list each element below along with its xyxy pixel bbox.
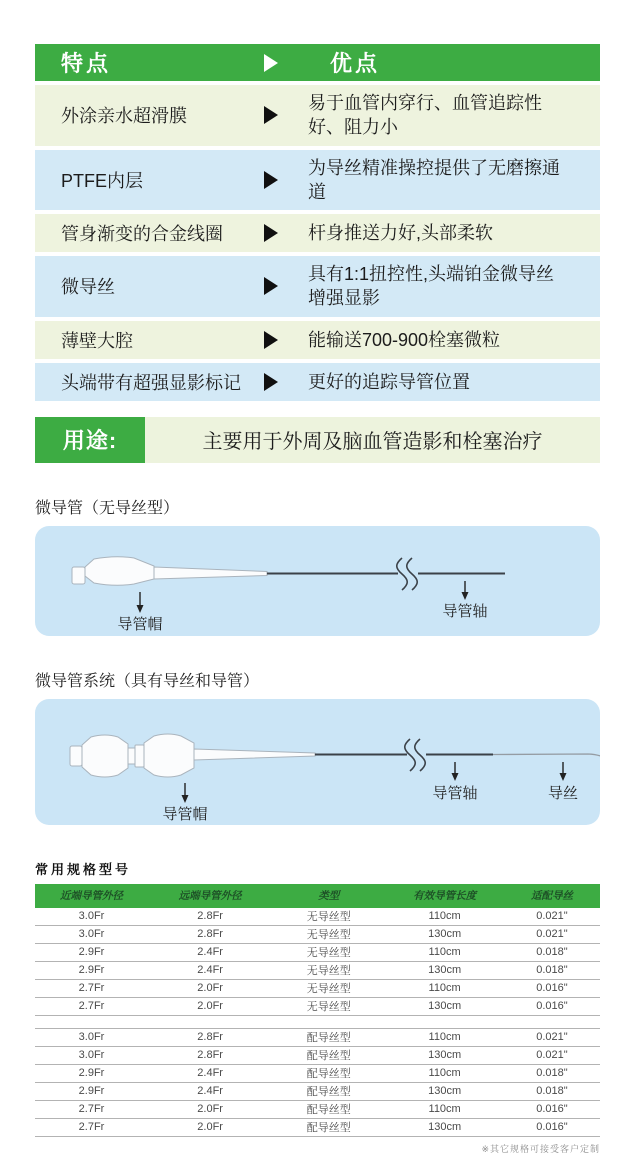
feature-text: 微导丝 [61,277,115,298]
spec-cell: 2.4Fr [197,946,223,959]
guidewire-line [493,754,600,765]
cap-label: 导管帽 [162,805,208,823]
advantage-text: 为导丝精准操控提供了无磨擦通道 [308,157,560,202]
feature-row [35,363,600,401]
spec-cell: 0.021" [536,1031,568,1044]
spec-row [35,1047,600,1065]
shaft-pointer [442,581,487,620]
break-mark-icon [415,739,426,771]
spec-row [35,1065,600,1083]
arrow-right-icon [264,171,278,189]
specs-table [35,884,600,1155]
feature-text: 外涂亲水超滑膜 [61,106,187,127]
spec-cell: 0.018" [536,1067,568,1080]
spec-cell: 无导丝型 [306,929,351,942]
spec-row [35,926,600,944]
feature-text: 管身渐变的合金线圈 [61,224,223,245]
spec-cell: 0.018" [536,946,568,959]
feature-row [35,214,600,252]
spec-cell: 130cm [428,964,462,977]
spec-cell: 配导丝型 [306,1086,351,1099]
spec-cell: 2.9Fr [78,964,105,977]
spec-cell: 110cm [428,1031,461,1044]
features-header [35,44,600,81]
usage-label: 用途: [35,417,145,463]
spec-cell: 2.0Fr [197,1000,223,1013]
spec-cell: 3.0Fr [78,1049,105,1062]
advantage-text: 具有1:1扭控性,头端铂金微导丝增强显影 [308,264,555,309]
advantages-header-label: 优点 [330,51,381,76]
spec-cell: 2.8Fr [197,928,223,941]
microcatheter-diagram [35,526,600,636]
shaft-label: 导管轴 [442,602,488,620]
wire-label: 导丝 [547,784,579,802]
spec-cell: 2.8Fr [197,1049,223,1062]
col-proximal-od: 近端导管外径 [60,890,123,903]
spec-cell: 110cm [428,910,461,923]
spec-cell: 2.8Fr [197,910,223,923]
advantage-text: 更好的追踪导管位置 [308,371,470,392]
row-arrow-cell [250,171,292,189]
feature-row [35,150,600,211]
arrow-down-icon [560,773,567,781]
spec-cell: 无导丝型 [306,965,351,978]
spec-cell: 2.4Fr [197,1067,223,1080]
col-distal-od: 远端导管外径 [178,890,242,903]
break-mark-icon [397,558,408,590]
spec-cell: 配导丝型 [306,1068,351,1081]
row-arrow-cell [250,106,292,124]
spec-cell: 2.0Fr [197,982,223,995]
spec-cell: 0.021" [536,1049,568,1062]
arrow-down-icon [182,795,189,803]
spec-cell: 2.7Fr [78,1121,105,1134]
spec-cell: 无导丝型 [306,1001,351,1014]
row-arrow-cell [250,277,292,295]
row-arrow-cell [250,331,292,349]
arrow-right-icon [264,106,278,124]
arrow-right-icon [264,54,278,72]
feature-text: PTFE内层 [61,170,144,191]
spec-cell: 110cm [428,1103,461,1116]
spec-cell: 2.9Fr [78,1085,105,1098]
cap-pointer [162,783,207,823]
spec-row [35,980,600,998]
microcatheter-system-diagram [35,699,600,825]
row-arrow-cell [250,224,292,242]
spec-row [35,998,600,1016]
spec-cell: 0.016" [536,1103,568,1116]
spec-cell: 无导丝型 [306,947,351,960]
header-arrow-cell [250,54,292,72]
diagram2-title: 微导管系统（具有导丝和导管） [35,672,260,690]
advantage-text: 杆身推送力好,头部柔软 [308,223,493,244]
spec-cell: 2.7Fr [78,982,105,995]
spec-cell: 0.016" [536,1000,568,1013]
specs-group-no-wire [35,908,600,1016]
spec-cell: 130cm [428,1000,462,1013]
spec-cell: 0.021" [536,910,568,923]
spec-cell: 配导丝型 [306,1122,351,1135]
spec-cell: 0.018" [536,1085,568,1098]
spec-cell: 0.021" [536,928,568,941]
col-type: 类型 [318,890,340,903]
spec-cell: 2.0Fr [197,1103,223,1116]
col-effective-length: 有效导管长度 [413,890,477,903]
spec-cell: 配导丝型 [306,1050,351,1063]
spec-cell: 3.0Fr [78,910,105,923]
arrow-down-icon [452,773,459,781]
spec-cell: 2.8Fr [197,1031,223,1044]
usage-bar [35,417,600,463]
specs-title: 常用规格型号 [35,861,132,877]
arrow-right-icon [264,277,278,295]
spec-row [35,962,600,980]
feature-text: 头端带有超强显影标记 [61,372,241,393]
catheter-hub [72,556,267,585]
feature-row [35,256,600,317]
catheter-hub-assembly [70,734,315,777]
spec-cell: 无导丝型 [306,983,351,996]
spec-cell: 0.018" [536,964,568,977]
advantage-text: 易于血管内穿行、血管追踪性好、阻力小 [308,93,542,138]
spec-row [35,1119,600,1137]
specs-header [35,884,600,908]
feature-row [35,85,600,146]
spec-cell: 配导丝型 [306,1104,351,1117]
specs-group-with-wire [35,1028,600,1137]
spec-cell: 2.4Fr [197,964,223,977]
spec-row [35,1101,600,1119]
spec-cell: 2.0Fr [197,1121,223,1134]
arrow-right-icon [264,224,278,242]
diagram1-title: 微导管（无导丝型） [35,499,180,517]
spec-cell: 2.9Fr [78,946,105,959]
arrow-right-icon [264,331,278,349]
feature-row [35,321,600,359]
spec-cell: 0.016" [536,982,568,995]
advantage-text: 能输送700-900栓塞微粒 [308,329,501,350]
spec-cell: 130cm [428,1085,462,1098]
cap-label: 导管帽 [117,615,163,633]
spec-cell: 130cm [428,1049,462,1062]
cap-pointer [117,592,162,633]
spec-cell: 110cm [428,946,461,959]
shaft-label: 导管轴 [432,784,478,802]
features-header-label: 特点 [61,51,112,76]
arrow-down-icon [462,592,469,600]
spec-row [35,908,600,926]
spec-cell: 2.7Fr [78,1000,105,1013]
spec-cell: 配导丝型 [306,1032,351,1045]
spec-cell: 130cm [428,1121,462,1134]
spec-row [35,1029,600,1047]
spec-cell: 2.9Fr [78,1067,105,1080]
features-table [35,44,600,401]
usage-text: 主要用于外周及脑血管造影和栓塞治疗 [145,417,600,463]
spec-cell: 110cm [428,1067,461,1080]
col-compatible-wire: 适配导丝 [530,890,573,903]
spec-cell: 无导丝型 [306,911,351,924]
arrow-right-icon [264,373,278,391]
row-arrow-cell [250,373,292,391]
diagram2-panel [35,699,600,825]
features-rows [35,85,600,401]
spec-row [35,944,600,962]
spec-cell: 0.016" [536,1121,568,1134]
specs-footnote: ※其它规格可接受客户定制 [481,1143,600,1154]
shaft-pointer [432,762,477,802]
spec-cell: 130cm [428,928,462,941]
spec-row [35,1083,600,1101]
diagram1-panel [35,526,600,636]
feature-text: 薄壁大腔 [61,330,133,351]
arrow-down-icon [137,605,144,613]
spec-cell: 2.7Fr [78,1103,105,1116]
spec-cell: 3.0Fr [78,928,105,941]
spec-cell: 110cm [428,982,461,995]
spec-cell: 3.0Fr [78,1031,105,1044]
break-mark-icon [407,558,418,590]
spec-cell: 2.4Fr [197,1085,223,1098]
wire-pointer [548,762,578,802]
